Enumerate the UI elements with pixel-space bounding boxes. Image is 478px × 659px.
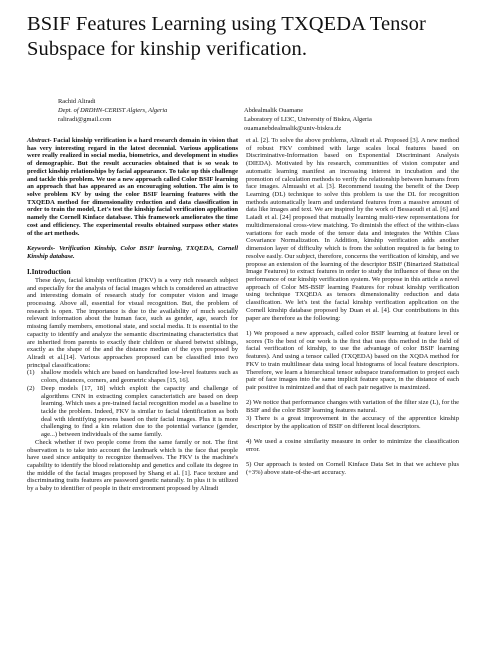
body-paragraph: et al. [2]. To solve the above problems, Aliradi et al. Proposed [3]. A new method of robust FKV combined with large scales local features based on Discriminative-Information based on Exponential Discriminant Analysis (DIEDA). Motivated by his research, communities of vision computer and automatic learning manifest an increasing interest in incubation and the promotion of calculation methods to verify the relationship between humans from face images. Almuashi et al. [3]. Recommend issuing the benefit of the Deep Learning (DL) technique to solve this problem is use the DL for recognition methods automatically learn and understand features from a massive amount of data like images and text. We are inspired by the work of Bessaoudi et al. [6] and Laiadi et al. [24] proposed that mutually learning multi-view representations for multidimensional cross-view matching. To diminish the effect of the within-class variations for each mode of the tensor data and integrates the Within Class Covariance Normalization. In Addition, kinship verification adds another dimension layer of difficulty which is from the solution required is far being to resolve easily. Our subject, therefore, concerns the verification of kinship, and we propose an extension of the learning of the descriptor BSIF (Binarized Statistical Image Features) to extract features in order to study the influence of these on the performance of our kinship verification system. We propose in this article a novel approach of Color MS-BSIF learning Features for robust kinship verification using technique TXQEDA as tensors dimensionality reduction and data classification. We let's test the facial kinship verification application on the Cornell kinship database proposed by Duan et al. [4]. Our contributions in this paper are therefore as the following: bbox=[246, 137, 460, 322]
author-affiliation: Laboratory of LI3C, University of Biskra, Algeria bbox=[244, 115, 372, 123]
list-item-number: (1) bbox=[27, 369, 35, 377]
abstract-text: Facial kinship verification is a hard research domain in vision that has very interesting regard in the latest decennial. Various applications were really realized in social media, biometrics, and development in studies of demographic. But the result accuracies obtained that is so weak to predict kinship relationships by facial appearance. To take up this challenge and tackle this problem. We use a new approach called Color BSIF learning an approach that has appeared as an encouraging solution. The aim is to solve problem KV by using the color BSIF learning features with the TXQEDA method for dimensionality reduction and data classification in order to train the model, Let's test the kinship facial verification application namely the Cornell Kinface database. This framework ameliorates the time cost and efficiency. The experimental results obtained surpass other states of the art methods. bbox=[27, 137, 238, 237]
author-name: Abdealmalik Ouamane bbox=[244, 107, 304, 114]
list-item bbox=[27, 385, 238, 439]
author-email: raliradi@gmail.com bbox=[58, 115, 112, 123]
contribution-4: 4) We used a cosine similarity measure in order to minimize the classification error. bbox=[246, 437, 459, 453]
keywords-text: Verification Kinship, Color BSIF learning, TXQEDA, Cornell Kinship database. bbox=[27, 245, 238, 261]
contribution-3: 3) There is a great improvement in the accuracy of the apprentice kinship descriptor by the application of BSIF on different local descriptors. bbox=[246, 414, 459, 430]
list-item bbox=[27, 369, 238, 384]
contribution-1: 1) We proposed a new approach, called color BSIF learning at feature level or scores (To the best of our work is the first that uses this method in the field of facial verification of kinship, to use the advantage of color BSIF learning features). And using a tensor called (TXQEDA) based on the XQDA method for FKV to train multilinear data using local histograms of local feature descriptors. Therefore, we learn a hierarchical tensor subspace transformation to project each pair of face images into the same implicit feature space, in the distance of each pair positive is minimized and that of each pair negative is maximized. bbox=[246, 329, 459, 391]
author-name: Rachid Aliradi bbox=[58, 98, 96, 105]
left-column bbox=[27, 137, 238, 493]
author-block-2 bbox=[244, 107, 444, 133]
section-heading-introduction: I.Introduction bbox=[27, 267, 71, 276]
keywords-lead: Keywords- bbox=[27, 245, 56, 253]
list-item-text: Deep models [17, 18] which exploit the capacity and challenge of algorithms CNN in extracting complex caracteristich are based on deep learning. Which uses a pre-trained facial recognition model as a baseline to tackle the problem. Indeed, FKV is similar to facial identification as both deal with identifying persons based on their facial images. Plus it is more challenging to find a kin relation due to the potential variance (gender, age...) between individuals of the same family. bbox=[41, 384, 238, 439]
contribution-2: 2) We notice that performance changes with variation of the filter size (L), for the BSIF and the color BSIF learning features natural. bbox=[246, 399, 459, 415]
list-item-number: (2) bbox=[27, 384, 35, 392]
intro-paragraph-1: These days, facial kinship verification (FKV) is a very rich research subject and especially for the analysis of facial images which is considered an attractive and interesting domain of research study for computer vision and image processing. Above all, essential for visual recognition. But, the problem of research is open. The importance is due to the availability of much socially relevant information about the human face, such as gender, age, search for missing family members, emotional state, and social media. It is essential to the capacity to identify and analyze the semantic discriminating characteristics that are inherited from parents to exactly their children or shared betwixt siblings, exactly as the shape of the and the distance median of the eyes proposed by Aliradi et al.[14]. Various approaches proposed can be classified into two principal classifications: bbox=[27, 276, 238, 369]
abstract bbox=[27, 137, 238, 237]
author-block-1 bbox=[58, 98, 248, 124]
keywords bbox=[27, 245, 238, 260]
abstract-lead: Abstract- bbox=[27, 137, 52, 144]
author-affiliation: Dept. of DRDHN-CERIST Algiers, Algeria bbox=[58, 106, 168, 114]
contribution-5: 5) Our approach is tested on Cornell Kinface Data Set in that we achieve plus (+3%) above state-of-the-art accuracy. bbox=[246, 461, 459, 476]
author-email: ouamanebdealmalik@univ-biskra.dz bbox=[244, 124, 342, 132]
right-column bbox=[246, 137, 459, 477]
intro-paragraph-2: Check whether if two people come from the same family or not. The first observation is to take into account the landmark which is the face that people have used since antiquity to recognize themselves. The FKV is the machine's capability to identify the blood relationship and genetics and collate its degree in the middle of the facial images proposed by Shang et al. [1]. Face texture and discriminating traits features are password genetic naturally. In plus it is utilized by a baby to identifier of people in their environment proposed by Aliradi bbox=[27, 438, 238, 493]
paper-title: BSIF Features Learning using TXQEDA Tensor Subspace for kinship verification. bbox=[27, 13, 426, 60]
list-item-text: shallow models which are based on handcrafted low-level features such as colors, distances, corners, and geometric shapes [15, 16]. bbox=[41, 369, 238, 385]
